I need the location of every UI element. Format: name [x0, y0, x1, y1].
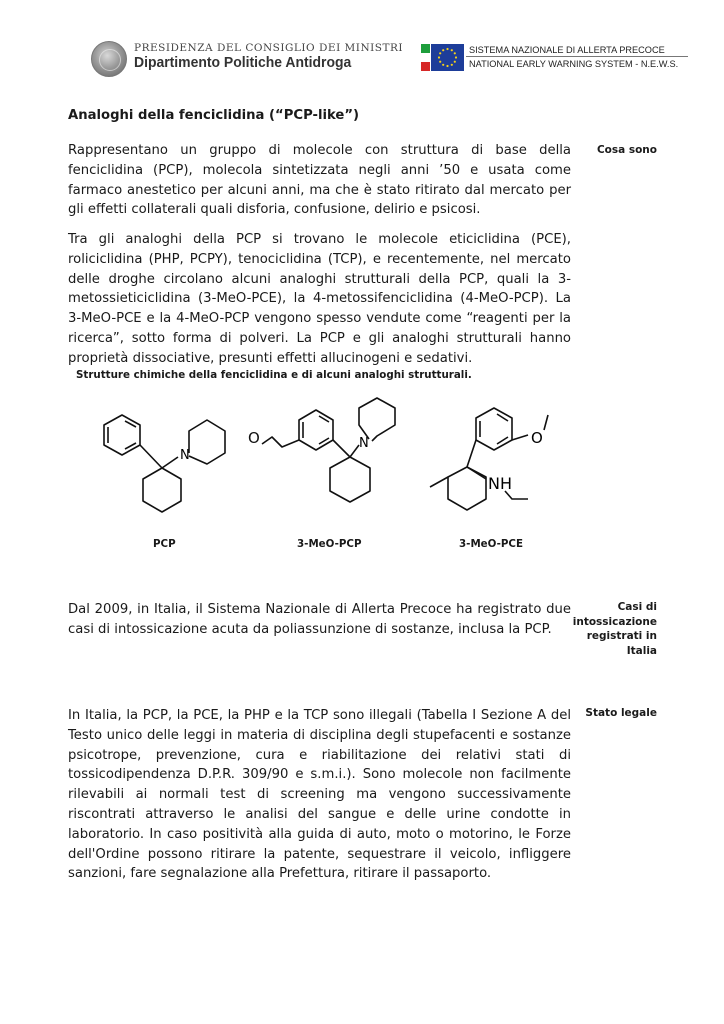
- paragraph-what-are: Rappresentano un gruppo di molecole con struttura di base della fenciclidina (PCP), molecola sintetizzata negli anni ’50 e usata come farmaco anestetico per alcuni anni, ma che è stato ritirato dal mercato per gli effetti collaterali quali disforia, confusione, delirio e psicosi.: [68, 143, 571, 218]
- header-early-warning-en: NATIONAL EARLY WARNING SYSTEM - N.E.W.S.: [469, 59, 679, 69]
- eu-flag-icon: [431, 44, 464, 71]
- chemical-structures-figure: [0, 395, 724, 535]
- document-title: Analoghi della fenciclidina (“PCP-like”): [68, 108, 360, 123]
- government-seal-icon: [91, 41, 127, 77]
- 3-meo-pce-atom-label: NH: [488, 474, 512, 493]
- figure-caption: Strutture chimiche della fenciclidina e di alcuni analoghi strutturali.: [76, 369, 472, 381]
- pcp-atom-label: N: [180, 448, 190, 463]
- 3-meo-pcp-structure: [262, 398, 395, 502]
- molecule-label-3-meo-pce: 3-MeO-PCE: [459, 538, 524, 550]
- paragraph-cases: Dal 2009, in Italia, il Sistema Nazionale di Allerta Precoce ha registrato due casi di intossicazione acuta da poliassunzione di sostanze, inclusa la PCP.: [68, 602, 571, 637]
- margin-note-what: Cosa sono: [596, 144, 657, 156]
- 3-meo-pce-oxygen-label: O: [531, 429, 543, 447]
- 3-meo-pcp-atom-label: N: [359, 436, 369, 451]
- header-early-warning-it: SISTEMA NAZIONALE DI ALLERTA PRECOCE: [469, 45, 665, 55]
- paragraph-legal-status: In Italia, la PCP, la PCE, la PHP e la TCP sono illegali (Tabella I Sezione A del Testo unico delle leggi in materia di disciplina degli stupefacenti e sostanze psicotrope, prevenzione, cura e riabilitazione dei relativi stati di tossicodipendenza D.P.R. 309/90 e s.m.i.). Sono molecole non facilmente rilevabili ai normali test di screening ma vengono successivamente riscontrati attraverso le analisi del sangue e delle urine condotte in laboratorio. In caso positività alla guida di auto, moto o motorino, le Forze dell'Ordine possono ritirare la patente, sequestrare il veicolo, infliggere sanzioni, fare segnalazione alla Prefettura, ritirare il passaporto.: [68, 708, 571, 882]
- paragraph-analogues: Tra gli analoghi della PCP si trovano le molecole eticiclidina (PCE), roliciclidina (PHP, PCPY), tenociclidina (TCP), e recentemente, nel mercato delle droghe circolano alcuni analoghi strutturali della PCP, quali la 3-metossieticiclidina (3-MeO-PCE), la 4-metossifenciclidina (4-MeO-PCP). La 3-MeO-PCE e la 4-MeO-PCP vengono spesso vendute come “reagenti per la ricerca”, sotto forma di polveri. La PCP e gli analoghi strutturali hanno proprietà dissociative, presunti effetti allucinogeni e sedativi.: [68, 232, 571, 366]
- 3-meo-pcp-oxygen-label: O: [248, 429, 260, 447]
- margin-note-cases: Casi di intossicazione registrati in Italia: [572, 601, 657, 657]
- 3-meo-pce-structure: [430, 408, 548, 510]
- header-divider: [466, 56, 688, 57]
- margin-note-legal: Stato legale: [585, 707, 657, 719]
- header-presidency-label: PRESIDENZA DEL CONSIGLIO DEI MINISTRI: [134, 42, 404, 54]
- italian-flag-icon: [421, 44, 430, 71]
- pcp-structure: [104, 415, 225, 512]
- molecule-label-3-meo-pcp: 3-MeO-PCP: [297, 538, 362, 550]
- header-department-label: Dipartimento Politiche Antidroga: [134, 54, 352, 71]
- molecule-label-pcp: PCP: [153, 538, 176, 550]
